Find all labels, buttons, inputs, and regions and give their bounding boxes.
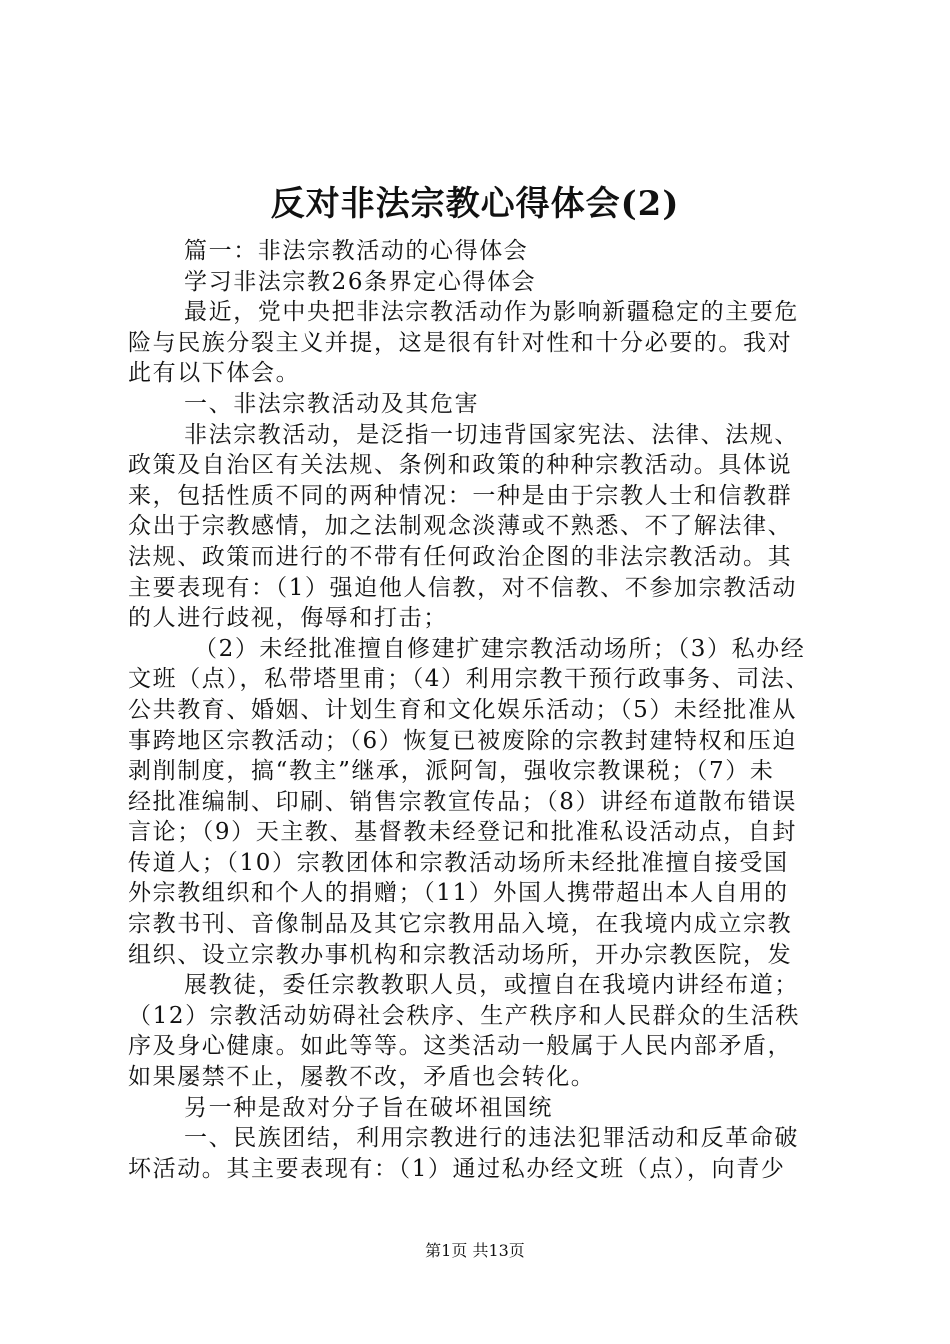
paragraph-line: 如果屡禁不止，屡教不改，矛盾也会转化。 <box>128 1064 596 1091</box>
document-body <box>128 236 842 1184</box>
paragraph-line: 最近，党中央把非法宗教活动作为影响新疆稳定的主要危 <box>184 299 799 326</box>
paragraph-line: 展教徒，委任宗教教职人员，或擅自在我境内讲经布道； <box>184 972 799 999</box>
paragraph-line: 剥削制度，搞“教主”继承，派阿訇，强收宗教课税；（7）未 <box>128 758 775 785</box>
paragraph-line: 事跨地区宗教活动；（6）恢复已被废除的宗教封建特权和压迫 <box>128 727 797 754</box>
paragraph-line: 政策及自治区有关法规、条例和政策的种种宗教活动。具体说 <box>128 452 793 479</box>
paragraph-line: 另一种是敌对分子旨在破坏祖国统 <box>184 1094 553 1121</box>
paragraph-line: 经批准编制、印刷、销售宗教宣传品；（8）讲经布道散布错误 <box>128 788 797 815</box>
paragraph-line: 文班（点），私带塔里甫；（4）利用宗教干预行政事务、司法、 <box>128 666 811 693</box>
paragraph-line: 非法宗教活动，是泛指一切违背国家宪法、法律、法规、 <box>184 421 799 448</box>
paragraph-line: 众出于宗教感情，加之法制观念淡薄或不熟悉、不了解法律、 <box>128 513 793 540</box>
paragraph-line: 言论；（9）天主教、基督教未经登记和批准私设活动点，自封 <box>128 819 797 846</box>
paragraph-line: 坏活动。其主要表现有：（1）通过私办经文班（点），向青少 <box>128 1155 786 1182</box>
paragraph-line: 外宗教组织和个人的捐赠；（11）外国人携带超出本人自用的 <box>128 880 789 907</box>
paragraph-line: （2）未经批准擅自修建扩建宗教活动场所；（3）私办经 <box>194 635 806 662</box>
paragraph-line: 宗教书刊、音像制品及其它宗教用品入境，在我境内成立宗教 <box>128 911 793 938</box>
page-footer: 第1页 共13页 <box>425 1241 525 1260</box>
paragraph-line: 篇一：非法宗教活动的心得体会 <box>184 238 529 264</box>
paragraph-line: 序及身心健康。如此等等。这类活动一般属于人民内部矛盾， <box>128 1033 793 1060</box>
paragraph-line: 主要表现有：（1）强迫他人信教，对不信教、不参加宗教活动 <box>128 574 797 601</box>
paragraph-line: 法规、政策而进行的不带有任何政治企图的非法宗教活动。其 <box>128 543 793 570</box>
section-heading: 一、非法宗教活动及其危害 <box>184 390 480 417</box>
paragraph-line: 公共教育、婚姻、计划生育和文化娱乐活动；（5）未经批准从 <box>128 696 797 723</box>
paragraph-line: 组织、设立宗教办事机构和宗教活动场所，开办宗教医院，发 <box>128 941 793 968</box>
paragraph-line: 传道人；（10）宗教团体和宗教活动场所未经批准擅自接受国 <box>128 849 789 876</box>
paragraph-line: （12）宗教活动妨碍社会秩序、生产秩序和人民群众的生活秩 <box>128 1002 801 1029</box>
paragraph-line: 学习非法宗教26条界定心得体会 <box>184 268 537 295</box>
document-title: 反对非法宗教心得体会(2) <box>270 184 680 224</box>
paragraph-line: 此有以下体会。 <box>128 360 301 387</box>
paragraph-line: 险与民族分裂主义并提，这是很有针对性和十分必要的。我对 <box>128 329 793 356</box>
paragraph-line: 来，包括性质不同的两种情况：一种是由于宗教人士和信教群 <box>128 482 793 509</box>
paragraph-line: 的人进行歧视，侮辱和打击； <box>128 605 448 632</box>
paragraph-line: 一、民族团结，利用宗教进行的违法犯罪活动和反革命破 <box>184 1125 799 1152</box>
